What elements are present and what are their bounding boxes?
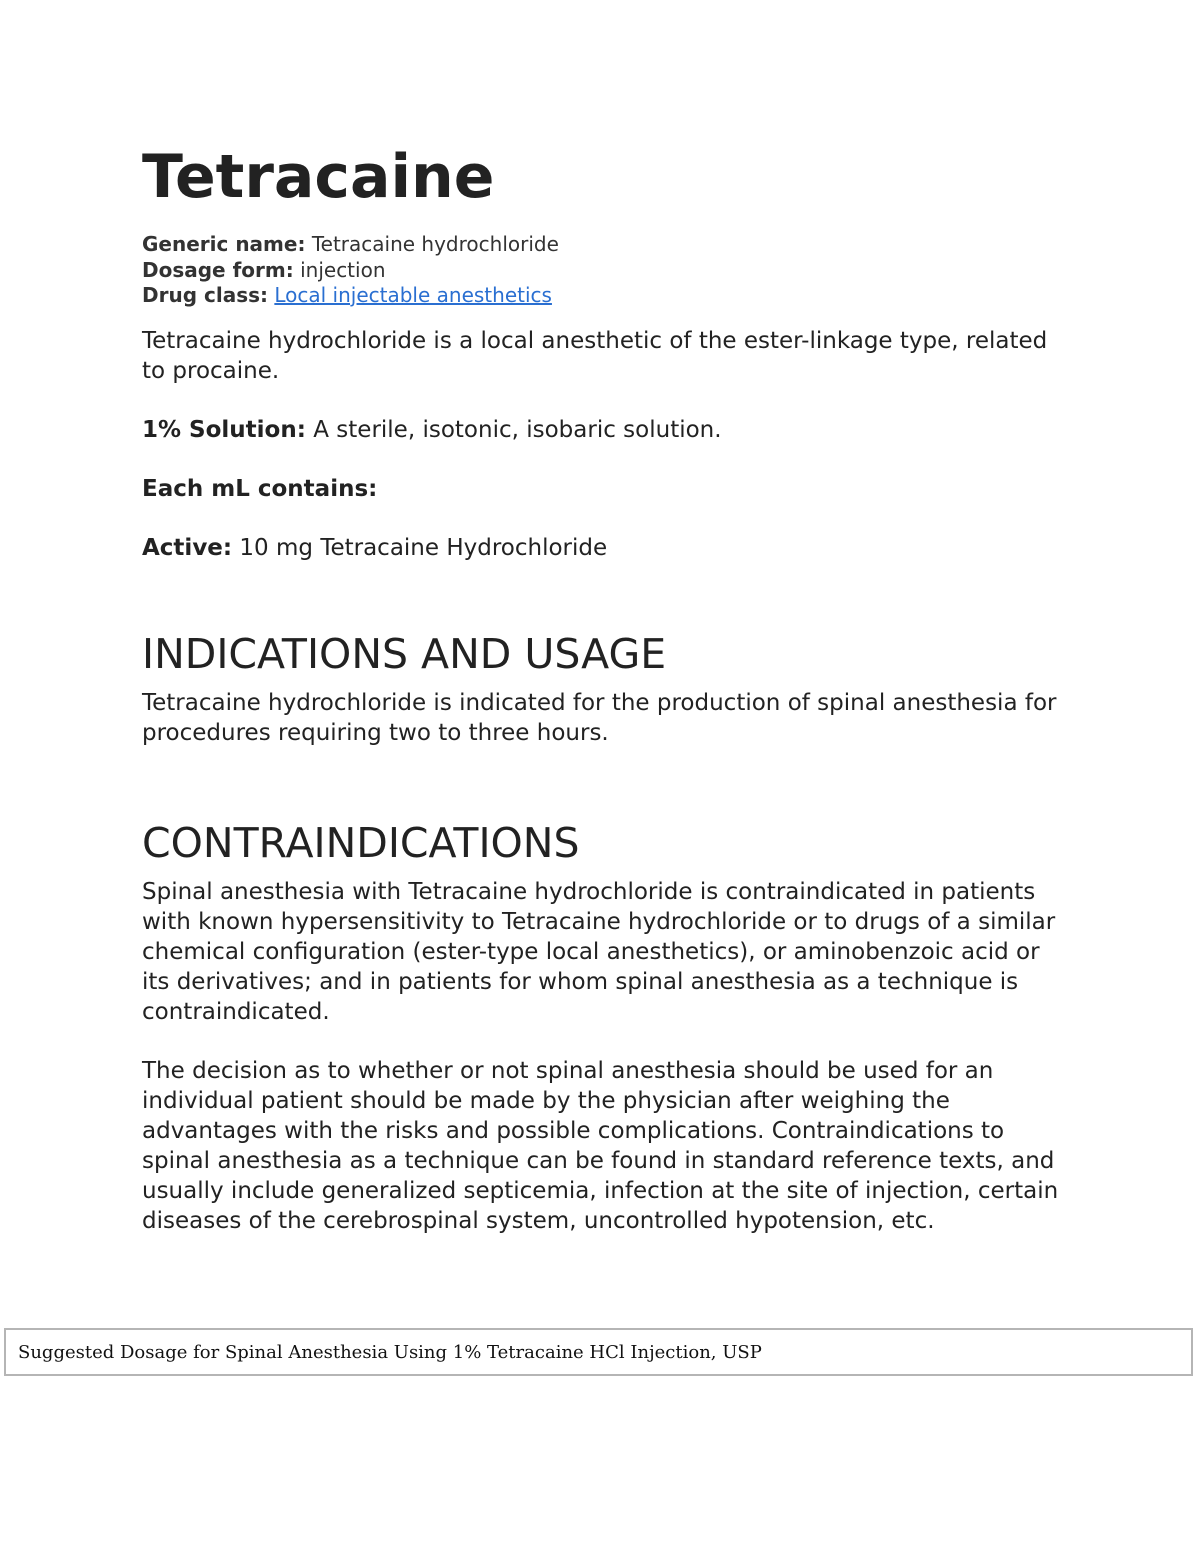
- spacer: [142, 592, 1072, 628]
- drug-meta: [142, 232, 1072, 309]
- each-ml-heading: Each mL contains:: [142, 475, 378, 502]
- dosage-form-row: [142, 258, 1072, 284]
- active-text: 10 mg Tetracaine Hydrochloride: [239, 534, 608, 561]
- generic-name-row: [142, 232, 1072, 258]
- dosage-form-label: Dosage form:: [142, 257, 294, 282]
- drug-class-row: [142, 283, 1072, 309]
- generic-name-label: Generic name:: [142, 232, 306, 256]
- spacer: [142, 777, 1072, 817]
- contraindications-paragraph-1: Spinal anesthesia with Tetracaine hydrochloride is contraindicated in patients with known hypersensitivity to Tetracaine hydrochloride or to drugs of a similar chemical configuration (ester-type local anesthetics), or aminobenzoic acid or its derivatives; and in patients for whom spinal anesthesia as a technique is contraindicated.: [142, 878, 1056, 1025]
- dosage-table-caption: Suggested Dosage for Spinal Anesthesia Using 1% Tetracaine HCl Injection, USP: [18, 1341, 762, 1363]
- indications-paragraph: Tetracaine hydrochloride is indicated for the production of spinal anesthesia for procedures requiring two to three hours.: [142, 689, 1057, 746]
- contraindications-paragraph-2: The decision as to whether or not spinal anesthesia should be used for an individual patient should be made by the physician after weighing the advantages with the risks and possible complications. Contraindications to spinal anesthesia as a technique can be found in standard reference texts, and usually include generalized septicemia, infection at the site of injection, certain diseases of the cerebrospinal system, uncontrolled hypotension, etc.: [142, 1057, 1059, 1234]
- solution-paragraph: [142, 415, 1072, 445]
- solution-text: A sterile, isotonic, isobaric solution.: [313, 416, 722, 443]
- active-label: Active:: [142, 534, 233, 561]
- document-page: [142, 142, 1072, 1265]
- dosage-table: [4, 1328, 1193, 1376]
- generic-name-value: Tetracaine hydrochloride: [311, 232, 559, 256]
- description-paragraph: Tetracaine hydrochloride is a local anesthetic of the ester-linkage type, related to procaine.: [142, 327, 1048, 384]
- drug-class-link[interactable]: Local injectable anesthetics: [274, 283, 552, 307]
- drug-class-label: Drug class:: [142, 283, 268, 307]
- active-paragraph: [142, 533, 1072, 563]
- page-title: Tetracaine: [142, 142, 495, 212]
- indications-heading: INDICATIONS AND USAGE: [142, 629, 667, 678]
- contraindications-heading: CONTRAINDICATIONS: [142, 818, 580, 867]
- solution-label: 1% Solution:: [142, 416, 306, 443]
- dosage-form-value: injection: [300, 257, 386, 282]
